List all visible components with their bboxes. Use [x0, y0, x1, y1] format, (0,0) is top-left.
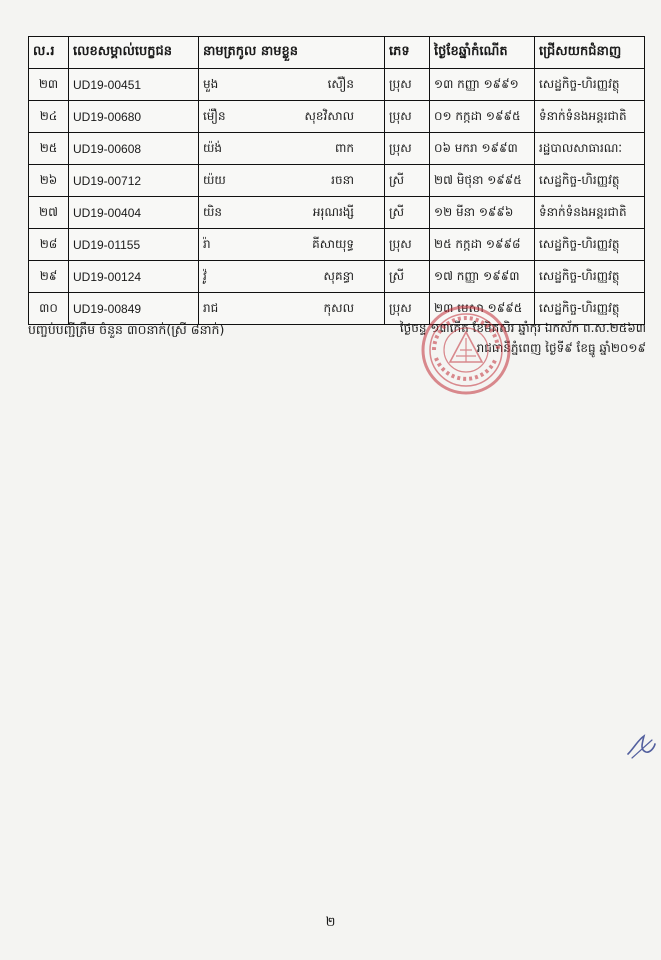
candidate-id: UD19-00404 [69, 197, 199, 229]
row-number: ២៨ [29, 229, 69, 261]
full-name-cell [199, 133, 385, 165]
row-number: ២៩ [29, 261, 69, 293]
header-chosen-field: ជ្រើសយកជំនាញ [535, 37, 645, 69]
candidate-id: UD19-00712 [69, 165, 199, 197]
gender: ប្រុស [385, 229, 430, 261]
header-candidate-id: លេខសម្គាល់បេក្ខជន [69, 37, 199, 69]
row-number: ២៧ [29, 197, 69, 229]
chosen-field: សេដ្ឋកិច្ច-ហិរញ្ញវត្ថុ [535, 69, 645, 101]
date-of-birth: ០១ កក្កដា ១៩៩៥ [430, 101, 535, 133]
chosen-field: សេដ្ឋកិច្ច-ហិរញ្ញវត្ថុ [535, 261, 645, 293]
date-of-birth: ០៦ មករា ១៩៩៣ [430, 133, 535, 165]
given-name: អរុណរង្សី [312, 204, 354, 219]
candidate-id: UD19-00608 [69, 133, 199, 165]
gender: ប្រុស [385, 133, 430, 165]
header-number: ល.រ [29, 37, 69, 69]
full-name-cell [199, 69, 385, 101]
table-row [29, 229, 645, 261]
gender: ប្រុស [385, 293, 430, 325]
gender: ស្រី [385, 261, 430, 293]
chosen-field: សេដ្ឋកិច្ច-ហិរញ្ញវត្ថុ [535, 293, 645, 325]
given-name: សុគន្ធា [323, 268, 354, 283]
row-number: ៣០ [29, 293, 69, 325]
candidate-table [28, 36, 645, 325]
family-name: យ៉ង់ [203, 140, 223, 155]
chosen-field: រដ្ឋបាលសាធារណៈ [535, 133, 645, 165]
full-name-cell [199, 101, 385, 133]
table-row [29, 197, 645, 229]
candidate-id: UD19-01155 [69, 229, 199, 261]
list-summary: បញ្ចប់បញ្ជីត្រឹម ចំនួន ៣០នាក់(ស្រី ៨នាក់) [28, 322, 225, 337]
header-gender: ភេទ [385, 37, 430, 69]
table-row [29, 261, 645, 293]
family-name: វ៉ូ [203, 268, 207, 283]
table-row [29, 69, 645, 101]
handwritten-initial-icon [624, 728, 658, 762]
date-of-birth: ១៣ កញ្ញា ១៩៩១ [430, 69, 535, 101]
gender: ប្រុស [385, 69, 430, 101]
table-row [29, 133, 645, 165]
table-header-row [29, 37, 645, 69]
candidate-id: UD19-00451 [69, 69, 199, 101]
place-date-line: រាជធានីភ្នំពេញ ថ្ងៃទី៩ ខែធ្នូ ឆ្នាំ២០១៩ [476, 341, 646, 355]
family-name: យ៉យ [203, 172, 226, 187]
candidate-id: UD19-00680 [69, 101, 199, 133]
row-number: ២៦ [29, 165, 69, 197]
date-of-birth: ២៣ មេសា ១៩៩៥ [430, 293, 535, 325]
family-name: មួង [203, 76, 219, 91]
date-block [330, 318, 646, 358]
row-number: ២៣ [29, 69, 69, 101]
candidate-id: UD19-00849 [69, 293, 199, 325]
given-name: សុខវិសាល [304, 108, 354, 123]
lunar-date-line: ថ្ងៃចន្ទ ១៣កើត ខែមិគសិរ ឆ្នាំកុរ ឯកស័ក ព.ស.២៥៦៣ [399, 321, 646, 335]
date-of-birth: ១២ មីនា ១៩៩៦ [430, 197, 535, 229]
full-name-cell [199, 229, 385, 261]
table-row [29, 165, 645, 197]
family-name: ម៉ឿន [203, 108, 226, 123]
given-name: ពាក [334, 140, 354, 155]
full-name-cell [199, 261, 385, 293]
header-full-name: នាមត្រកូល នាមខ្លួន [199, 37, 385, 69]
given-name: កុសល [323, 300, 354, 315]
given-name: គីសាយុទ្ធ [312, 236, 354, 251]
date-of-birth: ២៧ មិថុនា ១៩៩៥ [430, 165, 535, 197]
page-number: ២ [325, 915, 336, 930]
full-name-cell [199, 197, 385, 229]
date-of-birth: ២៥ កក្កដា ១៩៩៨ [430, 229, 535, 261]
chosen-field: ទំនាក់ទំនងអន្តរជាតិ [535, 101, 645, 133]
date-of-birth: ១៧ កញ្ញា ១៩៩៣ [430, 261, 535, 293]
family-name: រាជ [203, 300, 219, 315]
candidate-id: UD19-00124 [69, 261, 199, 293]
gender: ស្រី [385, 165, 430, 197]
chosen-field: សេដ្ឋកិច្ច-ហិរញ្ញវត្ថុ [535, 229, 645, 261]
gender: ស្រី [385, 197, 430, 229]
row-number: ២៥ [29, 133, 69, 165]
full-name-cell [199, 165, 385, 197]
chosen-field: សេដ្ឋកិច្ច-ហិរញ្ញវត្ថុ [535, 165, 645, 197]
row-number: ២៤ [29, 101, 69, 133]
given-name: រចនា [331, 172, 354, 187]
candidate-table-container [28, 36, 644, 325]
family-name: យិន [203, 204, 223, 219]
given-name: សំឿន [327, 76, 354, 91]
gender: ប្រុស [385, 101, 430, 133]
family-name: រ៉ា [203, 236, 211, 251]
header-date-of-birth: ថ្ងៃខែឆ្នាំកំណើត [430, 37, 535, 69]
table-row [29, 101, 645, 133]
chosen-field: ទំនាក់ទំនងអន្តរជាតិ [535, 197, 645, 229]
